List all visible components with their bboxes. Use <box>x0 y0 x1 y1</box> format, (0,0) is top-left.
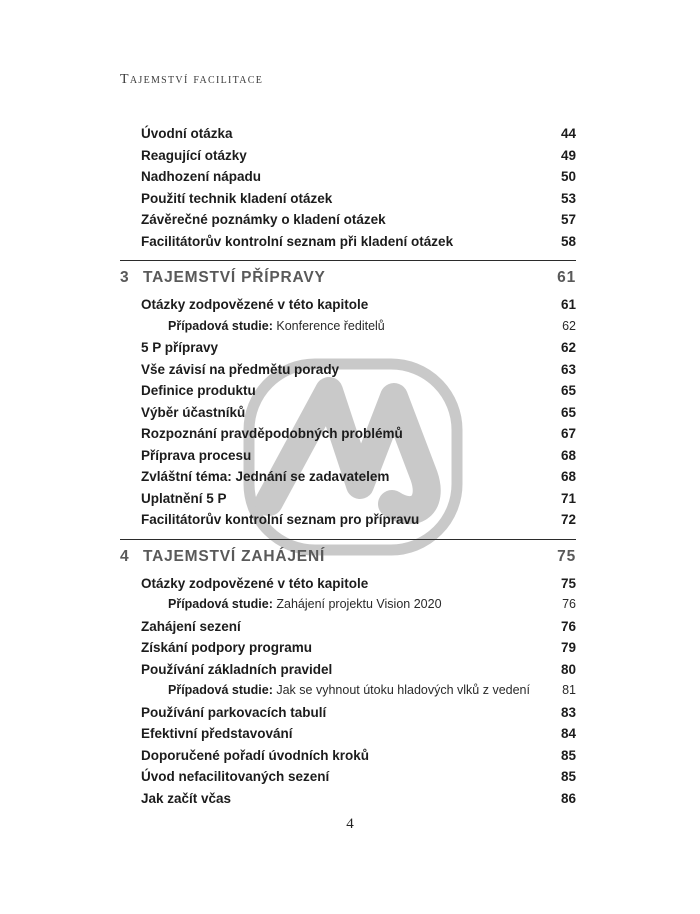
toc-page-number: 62 <box>562 318 576 333</box>
toc-page-number: 76 <box>560 618 576 634</box>
toc-label: 5 P přípravy <box>141 340 219 355</box>
toc-label: Jak začít včas <box>141 790 232 806</box>
toc-page-number: 65 <box>560 383 576 398</box>
toc-label: Facilitátorův kontrolní seznam při kladení otázek <box>141 233 454 249</box>
table-of-contents <box>120 123 576 809</box>
toc-label: Nadhození nápadu <box>141 169 262 184</box>
toc-label: Případová studie: Zahájení projektu Vision 2020 <box>168 597 442 611</box>
toc-label: Používání parkovacích tabulí <box>141 704 327 720</box>
chapter-number: 3 <box>120 269 130 286</box>
toc-label: Závěrečné poznámky o kladení otázek <box>141 212 386 227</box>
toc-label: Případová studie: Konference ředitelů <box>168 318 385 333</box>
toc-label: Získání podpory programu <box>141 640 313 655</box>
chapter-number: 4 <box>120 547 130 565</box>
toc-page-number: 61 <box>560 297 576 312</box>
toc-page-number: 49 <box>560 147 576 163</box>
running-header: Tajemství facilitace <box>120 72 264 87</box>
toc-label: Definice produktu <box>141 383 256 398</box>
toc-label: Vše závisí na předmětu porady <box>141 361 340 377</box>
toc-label: Případová studie: Jak se vyhnout útoku hladových vlků z vedení <box>168 683 530 697</box>
toc-page-number: 57 <box>560 212 576 227</box>
toc-label: Úvod nefacilitovaných sezení <box>141 769 330 784</box>
toc-page-number: 79 <box>560 640 576 655</box>
toc-page-number: 75 <box>560 575 576 591</box>
toc-page-number: 85 <box>560 747 576 763</box>
toc-entry-row <box>120 788 576 810</box>
toc-page-number: 72 <box>560 512 576 527</box>
toc-page-number: 61 <box>557 269 576 286</box>
toc-page-number: 68 <box>560 469 576 484</box>
toc-label: Otázky zodpovězené v této kapitole <box>141 575 369 591</box>
toc-page-number: 44 <box>560 126 576 141</box>
case-study-prefix: Případová studie: <box>168 318 277 333</box>
toc-entry-row <box>120 659 576 681</box>
toc-entry-row <box>120 380 576 402</box>
toc-page-number: 76 <box>562 597 576 611</box>
toc-page-number: 81 <box>562 683 576 697</box>
toc-entry-row <box>120 723 576 745</box>
toc-page-number: 67 <box>560 426 576 441</box>
toc-label: Otázky zodpovězené v této kapitole <box>141 297 369 312</box>
toc-entry-row <box>120 402 576 424</box>
toc-case-study-row <box>120 680 576 702</box>
toc-entry-row <box>120 231 576 253</box>
toc-label: Úvodní otázka <box>141 126 233 141</box>
toc-entry-row <box>120 145 576 167</box>
toc-label: TAJEMSTVÍ ZAHÁJENÍ <box>143 547 326 565</box>
toc-entry-row <box>120 188 576 210</box>
toc-entry-row <box>120 745 576 767</box>
toc-entry-row <box>120 509 576 531</box>
toc-entry-row <box>120 616 576 638</box>
toc-label: Efektivní představování <box>141 726 293 741</box>
toc-chapter-row <box>120 261 576 294</box>
footer-page-number: 4 <box>346 816 354 832</box>
toc-entry-row <box>120 294 576 316</box>
toc-chapter-row <box>120 540 576 573</box>
toc-label: Zvláštní téma: Jednání se zadavatelem <box>141 469 390 484</box>
toc-page-number: 83 <box>560 704 576 720</box>
toc-entry-row <box>120 466 576 488</box>
toc-label: Doporučené pořadí úvodních kroků <box>141 747 370 763</box>
toc-entry-row <box>120 123 576 145</box>
toc-page-number: 75 <box>557 547 576 565</box>
toc-entry-row <box>120 337 576 359</box>
toc-entry-row <box>120 359 576 381</box>
toc-case-study-row <box>120 316 576 338</box>
toc-page-number: 84 <box>560 726 576 741</box>
toc-label: Použití technik kladení otázek <box>141 190 333 206</box>
toc-entry-row <box>120 166 576 188</box>
toc-page-number: 58 <box>560 233 576 249</box>
case-study-prefix: Případová studie: <box>168 597 277 611</box>
toc-entry-row <box>120 702 576 724</box>
toc-page-number: 62 <box>560 340 576 355</box>
toc-label: Rozpoznání pravděpodobných problémů <box>141 426 403 441</box>
toc-page-number: 86 <box>560 790 576 806</box>
toc-page-number: 50 <box>560 169 576 184</box>
toc-label: Příprava procesu <box>141 447 252 463</box>
toc-label: Facilitátorův kontrolní seznam pro přípravu <box>141 512 420 527</box>
toc-entry-row <box>120 637 576 659</box>
toc-page-number: 53 <box>560 190 576 206</box>
toc-label: TAJEMSTVÍ PŘÍPRAVY <box>143 269 326 286</box>
toc-page-number: 68 <box>560 447 576 463</box>
toc-page-number: 65 <box>560 404 576 420</box>
toc-page-number: 80 <box>560 661 576 677</box>
toc-page-number: 71 <box>560 490 576 506</box>
toc-entry-row <box>120 488 576 510</box>
toc-label: Uplatnění 5 P <box>141 490 227 506</box>
toc-label: Zahájení sezení <box>141 618 241 634</box>
toc-page-number: 63 <box>560 361 576 377</box>
toc-page-number: 85 <box>560 769 576 784</box>
toc-entry-row <box>120 766 576 788</box>
toc-entry-row <box>120 423 576 445</box>
toc-label: Používání základních pravidel <box>141 661 333 677</box>
toc-entry-row <box>120 209 576 231</box>
toc-label: Reagující otázky <box>141 147 247 163</box>
toc-entry-row <box>120 573 576 595</box>
toc-entry-row <box>120 445 576 467</box>
toc-case-study-row <box>120 594 576 616</box>
case-study-prefix: Případová studie: <box>168 683 277 697</box>
toc-label: Výběr účastníků <box>141 404 246 420</box>
